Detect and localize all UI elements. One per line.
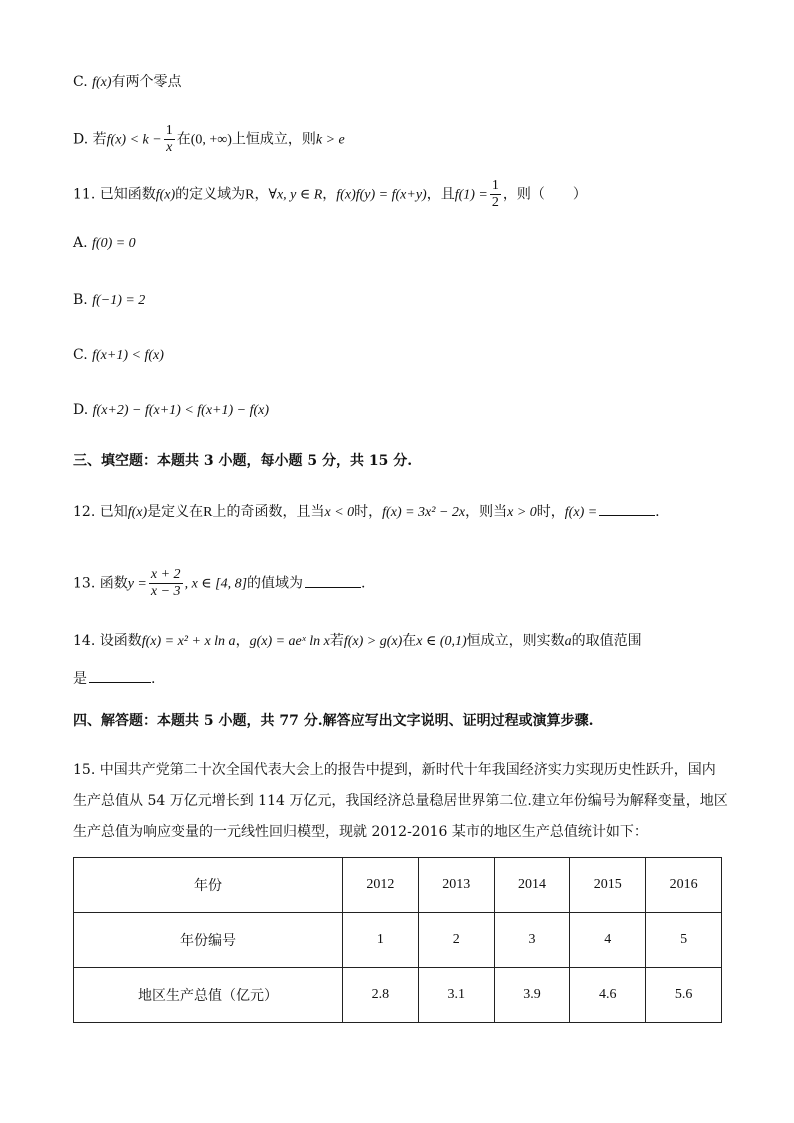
math-expr: f(x+1) < f(x): [92, 348, 164, 363]
stem-text: 恒成立，则实数: [466, 633, 565, 649]
answer-blank[interactable]: [305, 573, 361, 588]
stem-text: 时，: [354, 504, 383, 520]
q15-line3: 生产总值为响应变量的一元线性回归模型，现就 2012-2016 某市的地区生产总值统计如下：: [73, 824, 648, 840]
q11-option-d: [73, 400, 269, 421]
section-4-title: 四、解答题：本题共 5 小题，共 77 分.解答应写出文字说明、证明过程或演算步骤.: [73, 713, 594, 729]
math-expr: f(x) = x² + x ln a: [141, 634, 236, 649]
option-text: 上恒成立，则: [231, 131, 316, 148]
table-cell: 2016: [646, 858, 722, 913]
answer-blank[interactable]: [599, 501, 655, 516]
option-text: 若: [92, 131, 107, 148]
fraction: $\frac{1}{x}$: [165, 123, 173, 155]
stem-text: 设函数: [99, 633, 142, 649]
stem-text: ，则当: [465, 504, 508, 520]
table-cell: 2.8: [343, 968, 419, 1023]
math-expr: a: [564, 634, 572, 649]
math-expr: f(x)f(y) = f(x+y): [336, 187, 427, 203]
row-label: 地区生产总值（亿元）: [74, 968, 343, 1023]
q14-line1: [73, 631, 642, 652]
stem-text: .: [151, 671, 156, 687]
math-expr: (0, +∞): [190, 132, 232, 148]
table-cell: 2: [418, 913, 494, 968]
stem-text: 的值域为: [247, 575, 304, 592]
stem-text: 已知函数: [99, 186, 156, 203]
math-expr: f(x): [92, 75, 112, 90]
q14-line2: [73, 668, 155, 689]
table-cell: 4.6: [570, 968, 646, 1023]
math-expr: y =: [127, 576, 147, 592]
table-cell: 3.9: [494, 968, 570, 1023]
answer-blank[interactable]: [89, 668, 151, 683]
stem-text: ，: [235, 633, 250, 649]
option-label: A.: [73, 235, 88, 251]
option-label: B.: [73, 292, 88, 308]
table-cell: 2012: [343, 858, 419, 913]
math-expr: f(−1) = 2: [92, 293, 146, 308]
stem-text: 时，: [536, 504, 565, 520]
table-cell: 4: [570, 913, 646, 968]
math-expr: f(x): [127, 505, 148, 520]
question-number: 11.: [73, 186, 96, 203]
row-label: 年份编号: [74, 913, 343, 968]
q10-option-d: [73, 123, 345, 156]
option-text: 在: [176, 131, 191, 148]
stem-text: ，: [322, 186, 337, 203]
row-label: 年份: [74, 858, 343, 913]
table-cell: 5.6: [646, 968, 722, 1023]
stem-text: 在: [402, 633, 417, 649]
stem-text: ，则（ ）: [502, 186, 587, 203]
q11-stem: [73, 178, 587, 211]
q12: [73, 501, 660, 523]
table-row: [74, 858, 722, 913]
q15-line1: 15. 中国共产党第二十次全国代表大会上的报告中提到，新时代十年我国经济实力实现历史性跃升，国内: [73, 762, 716, 778]
table-cell: 3: [494, 913, 570, 968]
table-row: [74, 968, 722, 1023]
stem-text: 函数: [99, 575, 128, 592]
stem-text: 是: [73, 671, 87, 687]
math-expr: , x ∈ [4, 8]: [184, 576, 248, 592]
math-expr: R: [245, 187, 255, 203]
table-cell: 1: [343, 913, 419, 968]
option-text: 有两个零点: [111, 74, 182, 90]
math-expr: g(x) = aeˣ ln x: [249, 634, 330, 649]
q11-option-c: [73, 345, 164, 366]
stem-text: 已知: [99, 504, 128, 520]
stem-text: 的取值范围: [571, 633, 642, 649]
table-cell: 2014: [494, 858, 570, 913]
math-expr: x < 0: [324, 505, 355, 520]
fraction: $\frac{1}{2}$: [491, 178, 499, 210]
q11-option-a: [73, 233, 136, 254]
math-expr: f(x) = 3x² − 2x: [382, 505, 466, 520]
math-expr: ∀x, y ∈ R: [268, 187, 323, 203]
math-expr: f(x) > g(x): [343, 634, 403, 649]
option-label: C.: [73, 347, 88, 363]
stem-text: ，且: [426, 186, 455, 203]
option-label: C.: [73, 74, 88, 90]
option-label: D.: [73, 131, 89, 148]
math-expr: f(0) = 0: [92, 236, 136, 251]
stem-text: 上的奇函数，且当: [212, 504, 325, 520]
stem-text: .: [655, 504, 660, 520]
math-expr: x ∈ (0,1): [416, 634, 467, 649]
q15-line2: 生产总值从 54 万亿元增长到 114 万亿元，我国经济总量稳居世界第二位.建立年份编号为解释变量，地区: [73, 793, 728, 809]
math-expr: f(x) =: [564, 505, 598, 520]
math-expr: k > e: [315, 132, 345, 148]
stem-text: .: [361, 575, 366, 592]
table-cell: 2015: [570, 858, 646, 913]
math-expr: f(x+2) − f(x+1) < f(x+1) − f(x): [92, 403, 270, 418]
q10-option-c: [73, 72, 182, 93]
q13: [73, 567, 366, 600]
math-expr: f(x) < k −: [106, 132, 162, 148]
math-expr: f(1) =: [454, 187, 488, 203]
question-number: 13.: [73, 575, 96, 592]
q11-option-b: [73, 290, 145, 311]
table-cell: 3.1: [418, 968, 494, 1023]
math-expr: x > 0: [507, 505, 537, 520]
table-cell: 5: [646, 913, 722, 968]
stem-text: 是定义在: [147, 504, 204, 520]
stem-text: ，: [254, 186, 269, 203]
table-row: [74, 913, 722, 968]
section-3-title: 三、填空题：本题共 3 小题，每小题 5 分，共 15 分.: [73, 453, 413, 469]
math-expr: f(x): [155, 187, 176, 203]
question-number: 14.: [73, 633, 96, 649]
fraction: $\frac{x + 2}{x - 3}$: [150, 567, 181, 599]
math-expr: R: [203, 505, 213, 520]
stem-text: 的定义域为: [175, 186, 246, 203]
stem-text: 若: [329, 633, 344, 649]
table-cell: 2013: [418, 858, 494, 913]
option-label: D.: [73, 402, 89, 418]
gdp-table: [73, 857, 722, 1023]
question-number: 12.: [73, 504, 96, 520]
